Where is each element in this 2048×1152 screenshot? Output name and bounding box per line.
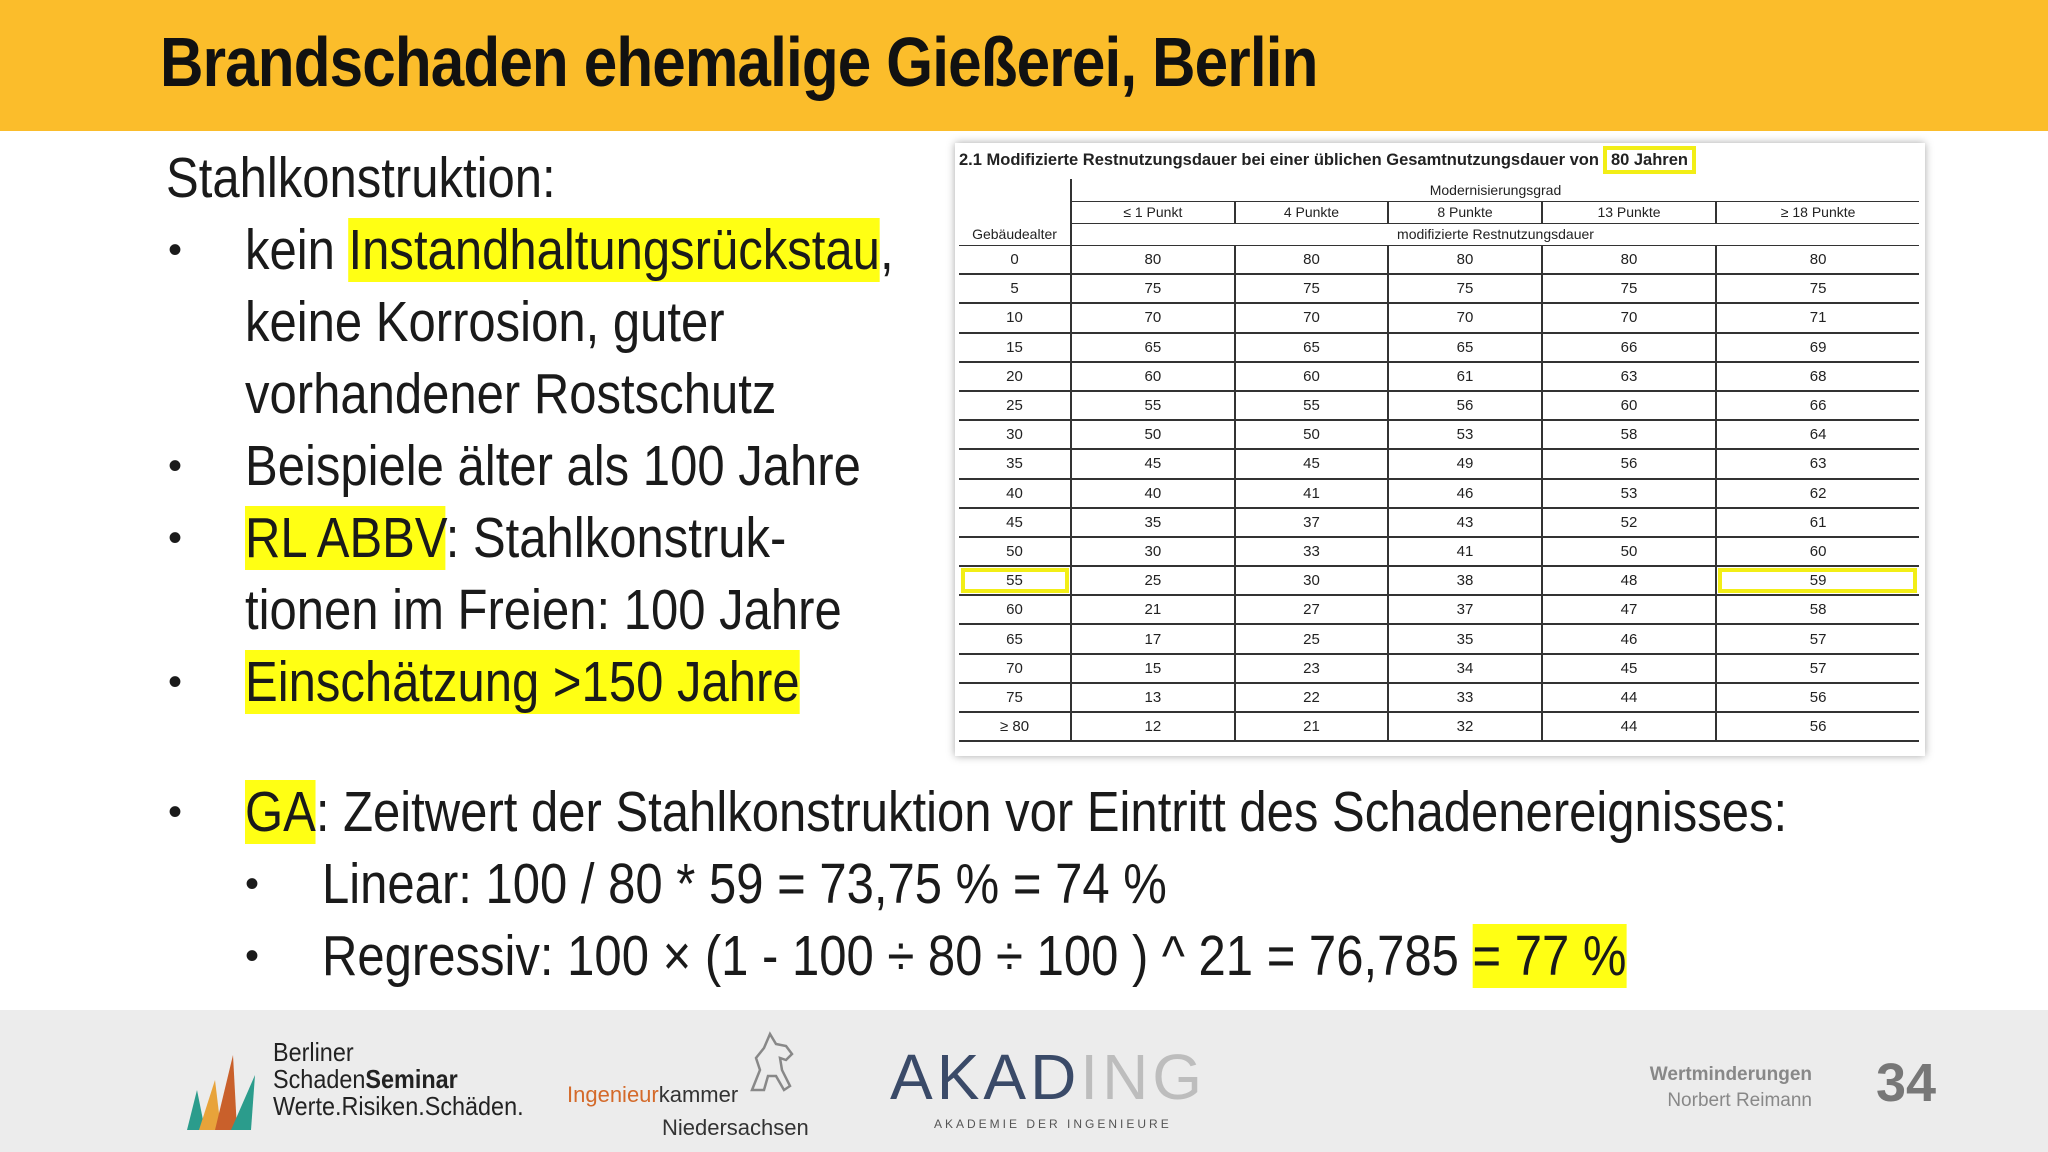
logo3-sub: AKADEMIE DER INGENIEURE: [934, 1117, 1172, 1131]
table-cell: 62: [1716, 479, 1919, 508]
table-cell: 70: [1542, 303, 1716, 332]
col-header: ≥ 18 Punkte: [1716, 201, 1919, 223]
table-row: [959, 333, 1919, 362]
row-age-cell: 75: [959, 683, 1071, 712]
author: Norbert Reimann: [1667, 1090, 1812, 1111]
table-cell: 63: [1716, 449, 1919, 478]
table-cell: 59: [1716, 566, 1919, 595]
sub-bullet-linear: Linear: 100 / 80 * 59 = 73,75 % = 74 %: [322, 852, 1167, 916]
row-age-cell: 35: [959, 449, 1071, 478]
table-cell: 17: [1071, 624, 1235, 653]
bullet-1-line-2: keine Korrosion, guter: [245, 290, 725, 354]
table-cell: 55: [1235, 391, 1389, 420]
highlight-rl-abbv: RL ABBV: [245, 506, 446, 570]
bullet-4: [245, 650, 800, 714]
row-age-cell: 5: [959, 274, 1071, 303]
table-cell: 49: [1388, 449, 1542, 478]
row-age-cell: 55: [959, 566, 1071, 595]
table-cell: 75: [1071, 274, 1235, 303]
logo-ingenieurkammer: [567, 1030, 827, 1140]
table-cell: 22: [1235, 683, 1389, 712]
table-cell: 53: [1542, 479, 1716, 508]
table-cell: 65: [1235, 333, 1389, 362]
bullet-3-marker: •: [168, 516, 183, 560]
table-cell: 65: [1388, 333, 1542, 362]
table-cell: 68: [1716, 362, 1919, 391]
table-cell: 34: [1388, 654, 1542, 683]
table-cell: 13: [1071, 683, 1235, 712]
table-cell: 47: [1542, 595, 1716, 624]
table-cell: 21: [1071, 595, 1235, 624]
heading: Stahlkonstruktion:: [166, 146, 556, 210]
table-cell: 44: [1542, 683, 1716, 712]
table-cell: 56: [1716, 683, 1919, 712]
bullet-4-marker: •: [168, 660, 183, 704]
table-cell: 70: [1071, 303, 1235, 332]
table-cell: 35: [1388, 624, 1542, 653]
table-cell: 25: [1071, 566, 1235, 595]
logo1-line1: Berliner: [273, 1037, 354, 1067]
row-age-cell: 65: [959, 624, 1071, 653]
table-cell: 70: [1388, 303, 1542, 332]
table-cell: 27: [1235, 595, 1389, 624]
table-header-row-sub: [959, 223, 1919, 245]
table-row: [959, 245, 1919, 274]
table-cell: 21: [1235, 712, 1389, 741]
bullet-2: Beispiele älter als 100 Jahre: [245, 434, 861, 498]
table-cell: 50: [1071, 420, 1235, 449]
table-cell: 70: [1235, 303, 1389, 332]
table-cell: 37: [1235, 508, 1389, 537]
table-row: [959, 479, 1919, 508]
table-header-row-columns: [959, 201, 1919, 223]
table-cell: 75: [1388, 274, 1542, 303]
table-cell: 45: [1235, 449, 1389, 478]
table-cell: 25: [1235, 624, 1389, 653]
table-cell: 66: [1542, 333, 1716, 362]
table-row: [959, 654, 1919, 683]
row-age-cell: 20: [959, 362, 1071, 391]
bullet-2-marker: •: [168, 444, 183, 488]
logo1-line2: SchadenSeminar: [273, 1064, 458, 1094]
logo2-line2: Niedersachsen: [662, 1115, 809, 1140]
col-header: 4 Punkte: [1235, 201, 1389, 223]
table-cell: 60: [1542, 391, 1716, 420]
row-age-cell: 50: [959, 537, 1071, 566]
col-header: 13 Punkte: [1542, 201, 1716, 223]
highlight-ga: GA: [245, 780, 316, 844]
sub-bullet-regressiv: Regressiv: 100 × (1 - 100 ÷ 80 ÷ 100 ) ^ 21 = 76,785 = 77 %: [322, 924, 1627, 988]
table-cell: 44: [1542, 712, 1716, 741]
table-cell: 75: [1542, 274, 1716, 303]
table-cell: 61: [1388, 362, 1542, 391]
row-age-cell: 30: [959, 420, 1071, 449]
table-cell: 32: [1388, 712, 1542, 741]
row-age-cell: ≥ 80: [959, 712, 1071, 741]
table-row: [959, 420, 1919, 449]
bullet-5-marker: •: [168, 790, 183, 834]
col-header: 8 Punkte: [1388, 201, 1542, 223]
table-caption: 2.1 Modifizierte Restnutzungsdauer bei einer üblichen Gesamtnutzungsdauer von 80 Jahren: [959, 151, 1696, 170]
table-cell: 30: [1235, 566, 1389, 595]
table-cell: 41: [1388, 537, 1542, 566]
table-row: [959, 303, 1919, 332]
table-cell: 60: [1716, 537, 1919, 566]
table-cell: 41: [1235, 479, 1389, 508]
row-age-cell: 15: [959, 333, 1071, 362]
col-label: Gebäudealter: [959, 223, 1071, 245]
table-cell: 40: [1071, 479, 1235, 508]
table-cell: 43: [1388, 508, 1542, 537]
table-cell: 56: [1716, 712, 1919, 741]
slide-title: Brandschaden ehemalige Gießerei, Berlin: [160, 23, 1318, 101]
bullet-1-line-3: vorhandener Rostschutz: [245, 362, 777, 426]
footer-topic: [1650, 1062, 1812, 1114]
table-cell: 56: [1542, 449, 1716, 478]
table-row: [959, 566, 1919, 595]
table-cell: 60: [1235, 362, 1389, 391]
footer: [0, 1010, 2048, 1152]
table-cell: 64: [1716, 420, 1919, 449]
row-age-cell: 0: [959, 245, 1071, 274]
table-cell: 50: [1235, 420, 1389, 449]
row-age-cell: 10: [959, 303, 1071, 332]
table-cell: 33: [1388, 683, 1542, 712]
table-cell: 75: [1716, 274, 1919, 303]
bullet-3-line-1: RL ABBV: Stahlkonstruk-: [245, 506, 787, 570]
caption-highlight-box: 80 Jahren: [1603, 146, 1696, 174]
bullet-1-line-1: kein Instandhaltungsrückstau,: [245, 218, 894, 282]
rnd-table: [959, 179, 1919, 742]
highlight-result: = 77 %: [1472, 924, 1627, 988]
table-cell: 38: [1388, 566, 1542, 595]
title-bar: [0, 0, 2048, 131]
table-row: [959, 274, 1919, 303]
sub-bullet-1-marker: •: [245, 862, 260, 906]
table-cell: 53: [1388, 420, 1542, 449]
table-header-row-group: [959, 179, 1919, 201]
table-cell: 69: [1716, 333, 1919, 362]
table-cell: 46: [1388, 479, 1542, 508]
table-cell: 80: [1542, 245, 1716, 274]
row-age-cell: 45: [959, 508, 1071, 537]
logo2-line1: Ingenieurkammer: [567, 1082, 739, 1107]
bullet-1-marker: •: [168, 228, 183, 272]
row-age-cell: 70: [959, 654, 1071, 683]
horse-icon: [742, 1030, 802, 1092]
table-cell: 60: [1071, 362, 1235, 391]
table-cell: 15: [1071, 654, 1235, 683]
table-cell: 12: [1071, 712, 1235, 741]
table-cell: 30: [1071, 537, 1235, 566]
table-row: [959, 712, 1919, 741]
table-row: [959, 595, 1919, 624]
table-cell: 80: [1388, 245, 1542, 274]
table-cell: 71: [1716, 303, 1919, 332]
table-cell: 61: [1716, 508, 1919, 537]
row-age-cell: 60: [959, 595, 1071, 624]
table-cell: 45: [1071, 449, 1235, 478]
table-cell: 58: [1542, 420, 1716, 449]
table-cell: 46: [1542, 624, 1716, 653]
table-row: [959, 362, 1919, 391]
table-cell: 80: [1716, 245, 1919, 274]
table-cell: 55: [1071, 391, 1235, 420]
table-cell: 57: [1716, 654, 1919, 683]
row-age-cell: 25: [959, 391, 1071, 420]
page-number: 34: [1876, 1053, 1937, 1113]
table-row: [959, 537, 1919, 566]
table-cell: 23: [1235, 654, 1389, 683]
table-cell: 45: [1542, 654, 1716, 683]
highlight-instandhaltung: Instandhaltungsrückstau: [348, 218, 880, 282]
table-row: [959, 449, 1919, 478]
row-age-cell: 40: [959, 479, 1071, 508]
table-cell: 58: [1716, 595, 1919, 624]
highlight-einschaetzung: Einschätzung >150 Jahre: [245, 650, 800, 714]
table-cell: 56: [1388, 391, 1542, 420]
bullet-5: GA: Zeitwert der Stahlkonstruktion vor Eintritt des Schadenereignisses:: [245, 780, 1788, 844]
table-cell: 65: [1071, 333, 1235, 362]
table-cell: 48: [1542, 566, 1716, 595]
table-cell: 33: [1235, 537, 1389, 566]
logo-akading: AKADING AKADEMIE DER INGENIEURE: [890, 1041, 1207, 1131]
logo-berliner-schadenseminar: [185, 1035, 524, 1130]
table-row: [959, 624, 1919, 653]
table-row: [959, 508, 1919, 537]
table-cell: 80: [1071, 245, 1235, 274]
table-row: [959, 391, 1919, 420]
table-cell: 80: [1235, 245, 1389, 274]
table-cell: 37: [1388, 595, 1542, 624]
table-cell: 63: [1542, 362, 1716, 391]
rnd-table-image: [955, 143, 1925, 756]
topic-title: Wertminderungen: [1649, 1064, 1812, 1085]
bullet-3-line-2: tionen im Freien: 100 Jahre: [245, 578, 842, 642]
logo1-line3: Werte.Risiken.Schäden.: [273, 1091, 524, 1121]
table-cell: 35: [1071, 508, 1235, 537]
table-cell: 57: [1716, 624, 1919, 653]
table-cell: 50: [1542, 537, 1716, 566]
header-group: Modernisierungsgrad: [1071, 179, 1919, 201]
sub-bullet-2-marker: •: [245, 934, 260, 978]
table-cell: 66: [1716, 391, 1919, 420]
sub-header: modifizierte Restnutzungsdauer: [1071, 223, 1919, 245]
table-row: [959, 683, 1919, 712]
schadenseminar-logo-icon: [185, 1035, 265, 1130]
table-cell: 75: [1235, 274, 1389, 303]
col-header: ≤ 1 Punkt: [1071, 201, 1235, 223]
table-cell: 52: [1542, 508, 1716, 537]
